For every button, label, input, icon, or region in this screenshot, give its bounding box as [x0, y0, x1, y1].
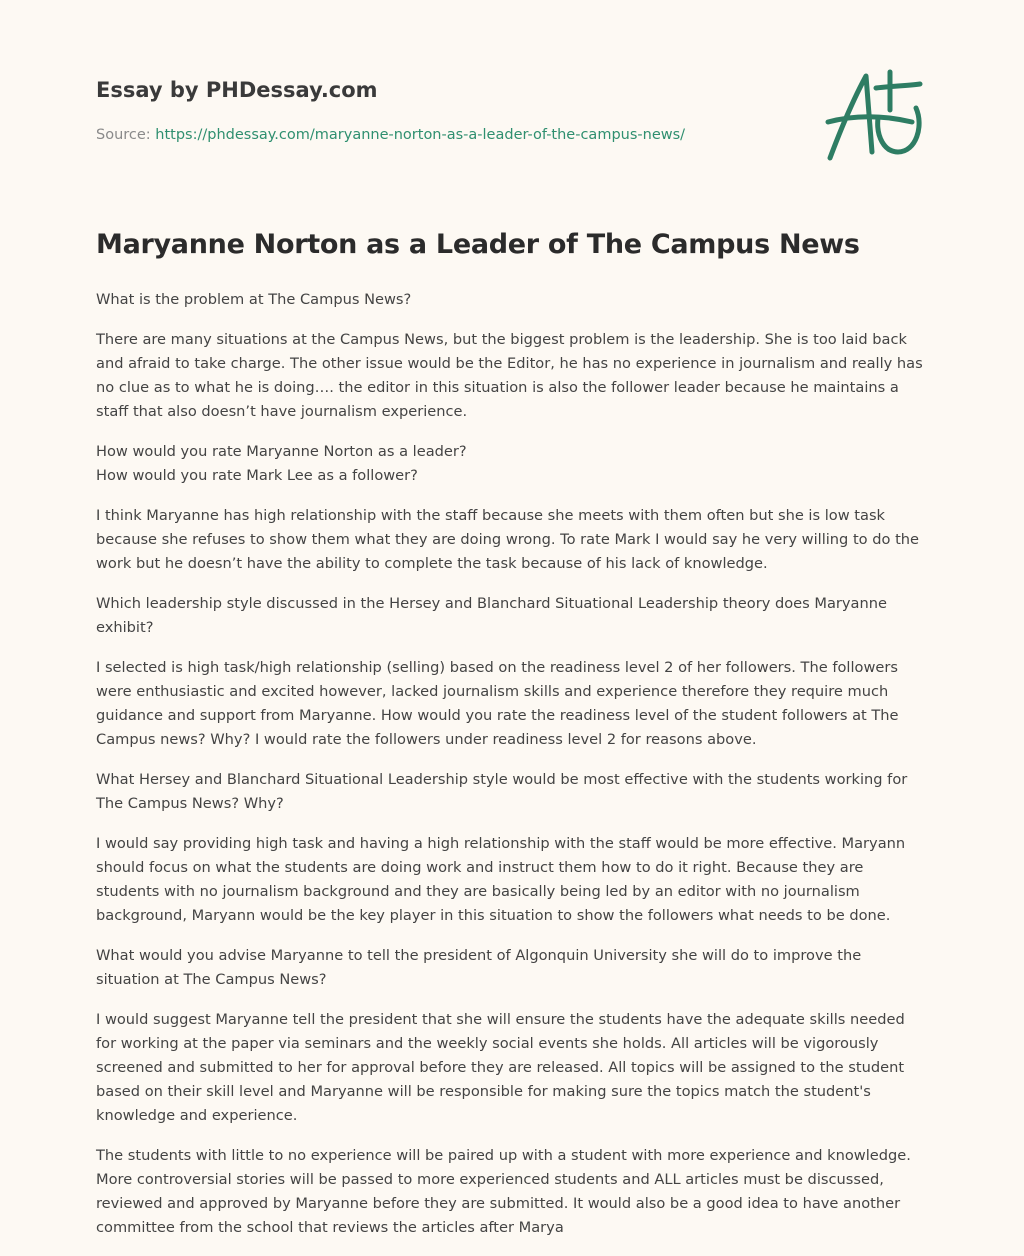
essay-paragraph: What is the problem at The Campus News?	[96, 291, 412, 308]
essay-paragraph: I would say providing high task and having a high relationship with the staff would be more effective. Maryann should focus on what the students are doing work and instruct them how to do it right. Because they are students with no journalism background and they are basically being led by an editor with no journalism background, Maryann would be the key player in this situation to show the followers what needs to be done.	[96, 835, 906, 924]
essay-article	[96, 224, 928, 1256]
essay-paragraph: Which leadership style discussed in the Hersey and Blanchard Situational Leadership theory does Maryanne exhibit?	[96, 595, 887, 636]
essay-paragraph: I would suggest Maryanne tell the president that she will ensure the students have the adequate skills needed for working at the paper via seminars and the weekly social events she holds. All articles will be vigorously screened and submitted to her for approval before they are released. All topics will be assigned to the student based on their skill level and Maryanne will be responsible for making sure the topics match the student's knowledge and experience.	[96, 1011, 905, 1124]
essay-paragraph: The students with little to no experience will be paired up with a student with more experience and knowledge. More controversial stories will be passed to more experienced students and ALL articles must be discussed, reviewed and approved by Maryanne before they are submitted. It would also be a good idea to have another committee from the school that reviews the articles after Marya	[96, 1147, 911, 1236]
essay-paragraph: What would you advise Maryanne to tell the president of Algonquin University she will do to improve the situation at The Campus News?	[96, 947, 862, 988]
source-link[interactable]: https://phdessay.com/maryanne-norton-as-a-leader-of-the-campus-news/	[155, 127, 686, 143]
essay-paragraph: How would you rate Maryanne Norton as a leader? How would you rate Mark Lee as a follower?	[96, 443, 467, 484]
page-header	[96, 74, 796, 145]
essay-paragraph: What Hersey and Blanchard Situational Leadership style would be most effective with the students working for The Campus News? Why?	[96, 771, 908, 812]
essay-paragraph: I think Maryanne has high relationship with the staff because she meets with them often but she is low task because she refuses to show them what they are doing wrong. To rate Mark I would say he very willing to do the work but he doesn’t have the ability to complete the task because of his lack of knowledge.	[96, 507, 920, 572]
site-title: Essay by PHDessay.com	[96, 78, 378, 102]
essay-paragraph: I selected is high task/high relationship (selling) based on the readiness level 2 of her followers. The followers were enthusiastic and excited however, lacked journalism skills and experience therefore they require much guidance and support from Maryanne. How would you rate the readiness level of the student followers at The Campus news? Why? I would rate the followers under readiness level 2 for reasons above.	[96, 659, 899, 748]
essay-paragraph: There are many situations at the Campus News, but the biggest problem is the leadership. She is too laid back and afraid to take charge. The other issue would be the Editor, he has no experience in journalism and really has no clue as to what he is doing…. the editor in this situation is also the follower leader because he maintains a staff that also doesn’t have journalism experience.	[96, 331, 923, 420]
a-plus-grade-icon	[820, 64, 930, 168]
page-title: Maryanne Norton as a Leader of The Campus News	[96, 229, 860, 260]
source-label: Source:	[96, 127, 156, 143]
source-line	[96, 125, 796, 145]
essay-body	[96, 288, 928, 1240]
